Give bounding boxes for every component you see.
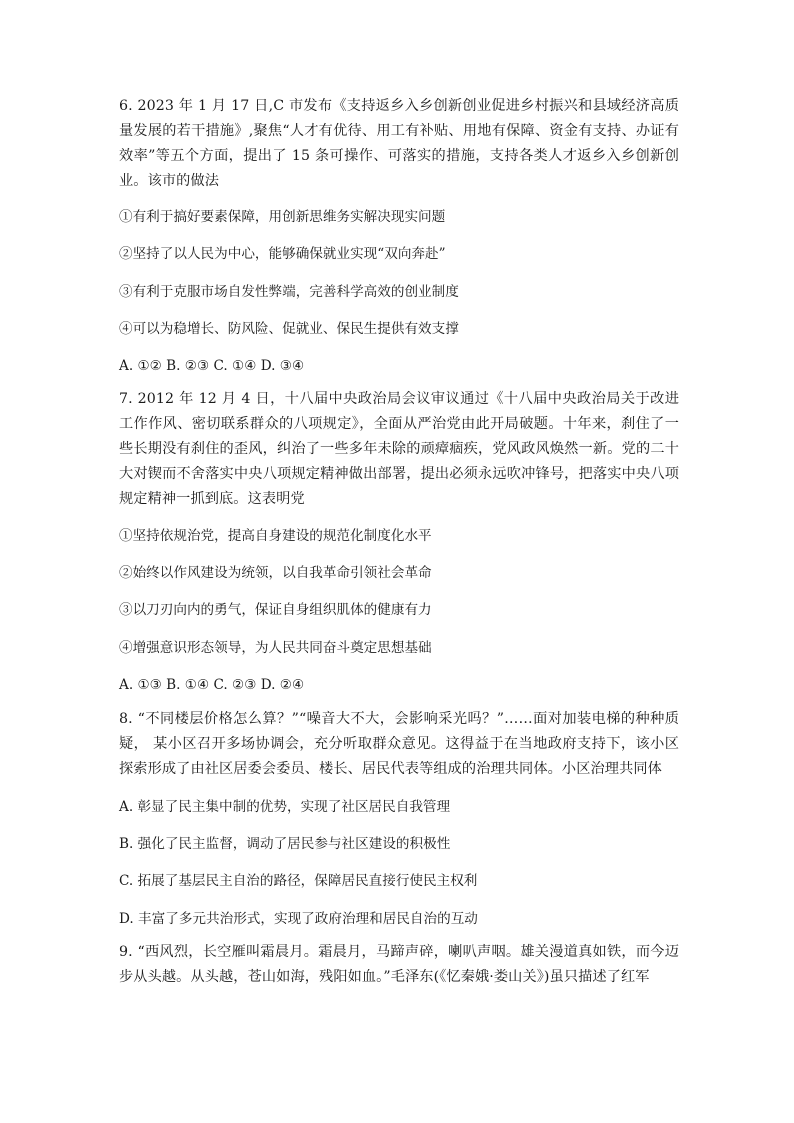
question-7-option-3: ③以刀刃向内的勇气，保证自身组织肌体的健康有力 [119,602,432,618]
question-6-option-2: ②坚持了以人民为中心，能够确保就业实现“双向奔赴” [119,246,446,262]
question-6-option-3: ③有利于克服市场自发性弊端，完善科学高效的创业制度 [119,284,459,300]
question-8-option-d: D. 丰富了多元共治形式，实现了政府治理和居民自治的互动 [119,911,478,927]
question-7-option-1: ①坚持依规治党，提高自身建设的规范化制度化水平 [119,528,432,544]
question-8-option-c: C. 拓展了基层民主自治的路径，保障居民直接行使民主权利 [119,873,478,889]
question-8-option-b: B. 强化了民主监督，调动了居民参与社区建设的积极性 [119,836,451,852]
question-6-stem: 6. 2023 年 1 月 17 日,C 市发布《支持返乡入乡创新创业促进乡村振兴和县域经济高质量发展的若干措施》,聚焦“人才有优待、用工有补贴、用地有保障、资金有支持、办证有效率”等五个方面，提出了 15 条可操作、可落实的措施，支持各类人才返乡入乡创新创业。该市的做法 [119,98,679,189]
question-8-stem: 8. “不同楼层价格怎么算？”“噪音大不大，会影响采光吗？”……面对加装电梯的种种质疑， 某小区召开多场协调会，充分听取群众意见。这得益于在当地政府支持下，该小区探索形成了由社区居委会委员、楼长、居民代表等组成的治理共同体。小区治理共同体 [119,711,679,777]
question-6-answer-choices: A. ①② B. ②③ C. ①④ D. ③④ [119,358,305,374]
question-6-option-4: ④可以为稳增长、防风险、促就业、保民生提供有效支撑 [119,321,459,337]
question-8-option-a: A. 彰显了民主集中制的优势，实现了社区居民自我管理 [119,799,451,815]
question-6-option-1: ①有利于搞好要素保障，用创新思维务实解决现实问题 [119,209,446,225]
question-7-option-2: ②始终以作风建设为统领，以自我革命引领社会革命 [119,565,432,581]
question-7-answer-choices: A. ①③ B. ①④ C. ②③ D. ②④ [119,677,305,693]
question-7-option-4: ④增强意识形态领导，为人民共同奋斗奠定思想基础 [119,640,432,656]
question-7-stem: 7. 2012 年 12 月 4 日，十八届中央政治局会议审议通过《十八届中央政治局关于改进工作作风、密切联系群众的八项规定》，全面从严治党由此开局破题。十年来，刹住了一些长期没有刹住的歪风，纠治了一些多年未除的顽瘴痼疾，党风政风焕然一新。党的二十大对锲而不舍落实中央八项规定精神做出部署，提出必须永远吹冲锋号，把落实中央八项规定精神一抓到底。这表明党 [119,391,679,507]
question-9-stem: 9. “西风烈，长空雁叫霜晨月。霜晨月，马蹄声碎，喇叭声咽。雄关漫道真如铁，而今迈步从头越。从头越，苍山如海，残阳如血。”毛泽东(《忆秦娥·娄山关》)虽只描述了红军 [119,944,679,985]
